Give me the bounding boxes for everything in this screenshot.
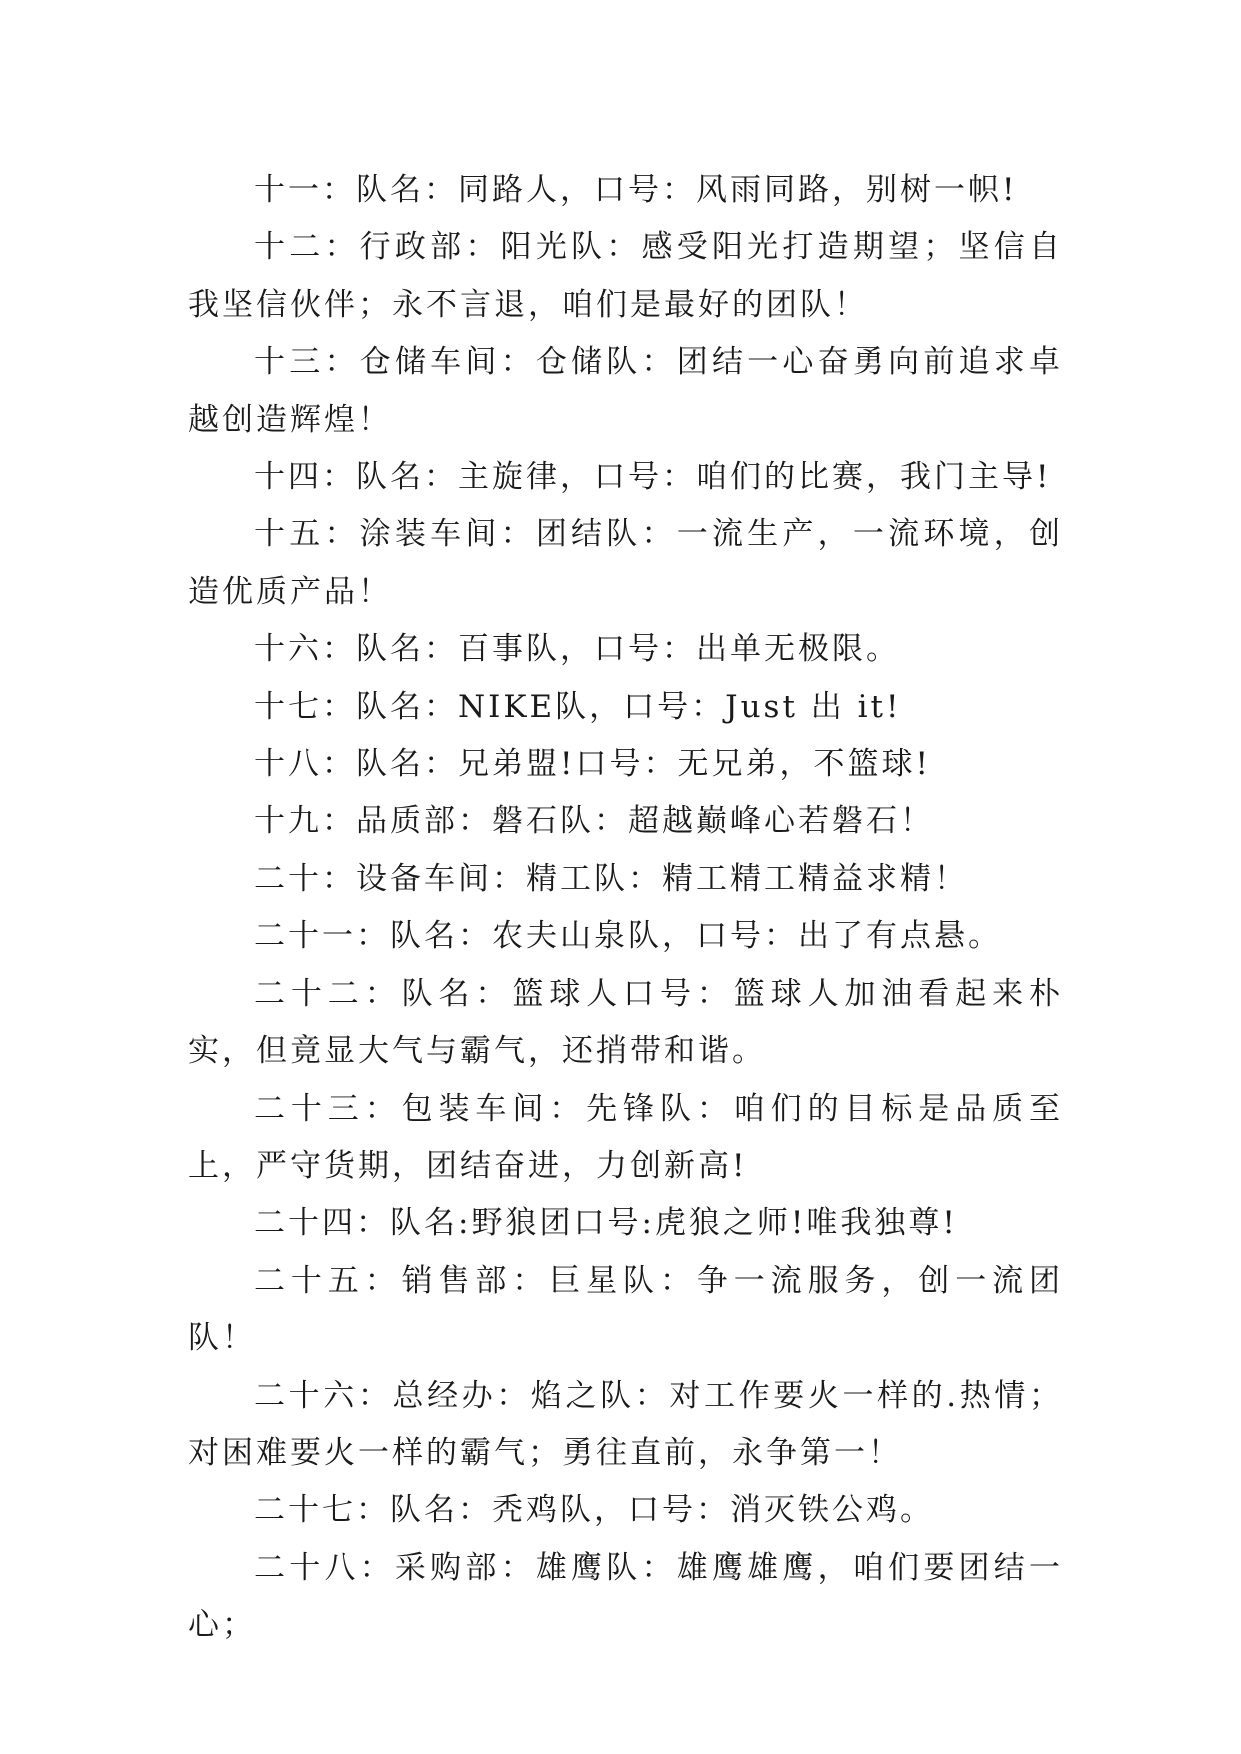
paragraph: 二十一：队名：农夫山泉队，口号：出了有点悬。 [254,918,1002,955]
paragraph: 二十六：总经办：焰之队：对工作要火一样的.热情；对困难要火一样的霸气；勇往直前，永争第一！ [188,1377,1063,1471]
paragraph: 二十七：队名：秃鸡队，口号：消灭铁公鸡。 [254,1492,934,1529]
paragraph: 二十三：包装车间：先锋队：咱们的目标是品质至上，严守货期，团结奋进，力创新高! [188,1090,1063,1184]
paragraph: 二十八：采购部：雄鹰队：雄鹰雄鹰，咱们要团结一心； [188,1549,1063,1644]
paragraph: 二十五：销售部：巨星队：争一流服务，创一流团队！ [188,1262,1063,1357]
paragraph: 二十四：队名:野狼团口号:虎狼之师!唯我独尊! [254,1205,958,1242]
document-body [188,162,1063,1655]
paragraph: 十三：仓储车间：仓储队：团结一心奋勇向前追求卓越创造辉煌！ [188,344,1063,438]
paragraph: 十六：队名：百事队，口号：出单无极限。 [254,631,900,668]
paragraph: 十四：队名：主旋律，口号：咱们的比赛，我门主导! [254,459,1052,496]
paragraph: 二十二：队名：篮球人口号：篮球人加油看起来朴实，但竟显大气与霸气，还捎带和谐。 [188,975,1063,1070]
paragraph: 十九：品质部：磐石队：超越巅峰心若磐石！ [254,803,934,840]
paragraph: 十二：行政部：阳光队：感受阳光打造期望；坚信自我坚信伙伴；永不言退，咱们是最好的团队！ [188,229,1063,323]
paragraph: 十八：队名：兄弟盟!口号：无兄弟，不篮球! [254,746,931,783]
paragraph: 二十：设备车间：精工队：精工精工精益求精！ [254,860,968,897]
paragraph: 十一：队名：同路人，口号：风雨同路，别树一帜! [254,172,1018,208]
paragraph: 十五：涂装车间：团结队：一流生产，一流环境，创造优质产品！ [188,516,1063,610]
paragraph: 十七：队名：NIKE队，口号：Just 出 it! [254,688,902,725]
